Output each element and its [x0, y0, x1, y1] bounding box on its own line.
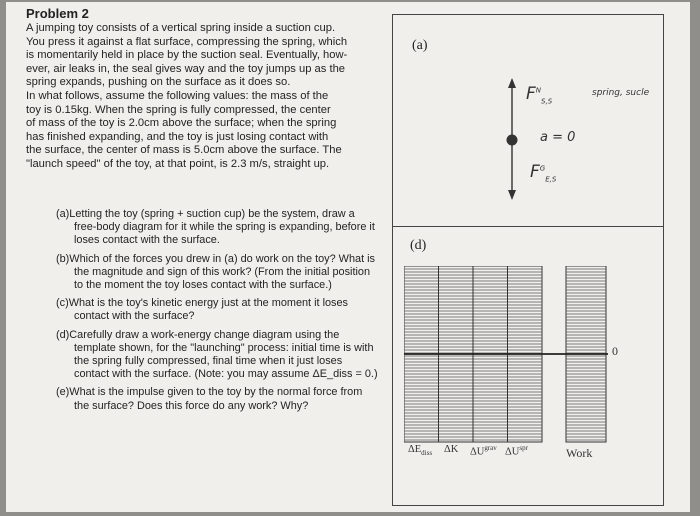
intro-line: toy is 0.15kg. When the spring is fully compressed, the center — [26, 103, 331, 116]
col-label-spring: $\Delta U^{spr}$ — [505, 444, 528, 458]
question-a: (a)Letting the toy (spring + suction cup) be the system, draw a free-body diagram for it while the spring is expanding, before it loses contact with the surface. — [56, 208, 375, 247]
zero-label: 0 — [612, 344, 618, 358]
problem-title: Problem 2 — [26, 6, 89, 21]
question-b: (b)Which of the forces you drew in (a) do work on the toy? What is the magnitude and sign of this work? (From the initial position to the moment the toy loses contact with the surface.) — [56, 252, 375, 292]
intro-line: of mass of the toy is 2.0cm above the surface; when the spring — [26, 117, 337, 130]
intro-line: You press it against a flat surface, compressing the spring, which — [26, 35, 348, 48]
question-c: (c)What is the toy's kinetic energy just at the moment it loses contact with the surface? — [56, 297, 349, 323]
gravity-force-label: $F^G_{E,S}$ — [530, 162, 557, 184]
panel-d-label: (d) — [410, 238, 427, 253]
panel-a-label: (a) — [412, 38, 428, 53]
gravity-force-arrowhead-icon — [508, 190, 516, 200]
system-note: spring, sucle — [592, 88, 650, 98]
intro-line: A jumping toy consists of a vertical spring inside a suction cup. — [26, 22, 336, 34]
intro-line: "launch speed" of the toy, at that point, is 2.3 m/s, straight up. — [26, 157, 330, 170]
intro-line: In what follows, assume the following values: the mass of the — [26, 89, 329, 102]
normal-force-label: $F^N_{S,S}$ — [526, 84, 553, 106]
col-label-grav: $\Delta U^{grav}$ — [470, 444, 497, 458]
intro-line: has finished expanding, and the toy is just losing contact with — [26, 130, 329, 143]
col-label-diss: $\Delta E_{diss}$ — [408, 444, 433, 458]
problem-intro — [26, 22, 378, 172]
work-energy-template — [404, 266, 634, 446]
acceleration-note: a = 0 — [540, 130, 576, 145]
work-label: Work — [566, 446, 593, 460]
intro-line: spring expands, pushing on the surface as it does so. — [26, 76, 291, 89]
intro-line: the surface, the center of mass is 5.0cm above the surface. The — [26, 144, 342, 157]
toy-point-mass — [507, 135, 518, 146]
col-label-kinetic: ΔK — [444, 444, 459, 455]
question-e: (e)What is the impulse given to the toy by the normal force from the surface? Does this force do any work? Why? — [56, 386, 363, 412]
question-list — [56, 208, 378, 418]
panel-divider — [392, 226, 664, 227]
intro-line: ever, air leaks in, the seal gives way and the toy jumps up as the — [26, 62, 346, 75]
intro-line: is momentarily held in place by the suction seal. Eventually, how- — [26, 49, 348, 62]
question-d: (d)Carefully draw a work-energy change diagram using the template shown, for the "launching" process: initial time is with the spring fully compressed, final time when it just loses contact with the surface. (Note: you may assume ΔE_diss = 0.) — [56, 328, 378, 381]
normal-force-arrowhead-icon — [508, 78, 516, 88]
